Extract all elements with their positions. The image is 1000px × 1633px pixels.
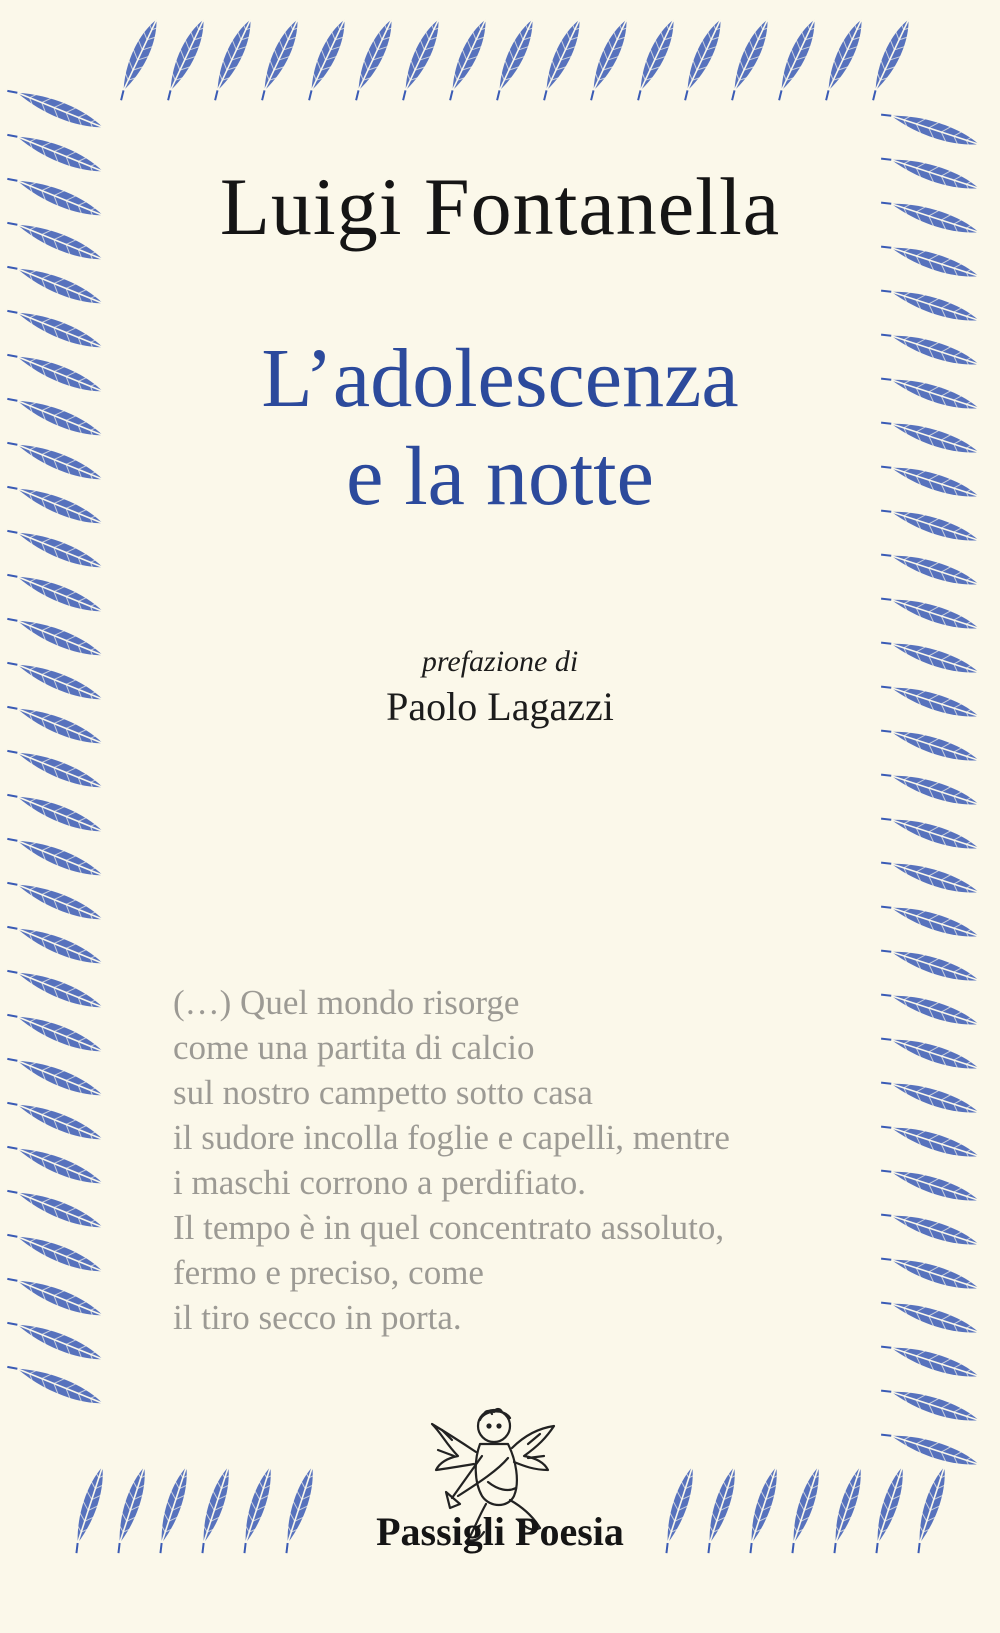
- feather-icon: [879, 105, 981, 152]
- poem-line: il sudore incolla foglie e capelli, mentre: [173, 1118, 730, 1157]
- poem-line: come una partita di calcio: [173, 1028, 535, 1067]
- feather-icon: [879, 281, 981, 328]
- feather-icon: [879, 1249, 981, 1296]
- feather-icon: [879, 589, 981, 636]
- feather-icon: [5, 1137, 106, 1191]
- feather-icon: [5, 741, 106, 795]
- poem-line: sul nostro campetto sotto casa: [173, 1073, 593, 1112]
- feather-icon: [5, 917, 106, 971]
- feather-icon: [879, 1117, 981, 1164]
- feather-icon: [879, 1425, 981, 1472]
- feather-icon: [394, 16, 446, 103]
- feather-icon: [5, 785, 106, 839]
- feather-icon: [206, 16, 258, 103]
- feather-icon: [770, 16, 822, 103]
- feather-icon: [676, 16, 728, 103]
- feather-icon: [5, 1225, 106, 1279]
- feather-icon: [879, 1293, 981, 1340]
- feather-icon: [5, 1181, 106, 1235]
- feather-icon: [879, 1337, 981, 1384]
- feather-icon: [347, 16, 399, 103]
- poem-line: (…) Quel mondo risorge: [173, 983, 520, 1022]
- author-name: Luigi Fontanella: [219, 161, 781, 252]
- feather-icon: [879, 1381, 981, 1428]
- feather-icon: [879, 941, 981, 988]
- feather-icon: [441, 16, 493, 103]
- feather-icon: [879, 985, 981, 1032]
- feather-icon: [5, 1049, 106, 1103]
- feather-icon: [5, 1357, 106, 1411]
- feather-icon: [879, 1029, 981, 1076]
- preface-label: prefazione di: [421, 645, 579, 678]
- publisher-name: Passigli Poesia: [376, 1509, 624, 1554]
- title-line-1: L’adolescenza: [261, 332, 739, 425]
- poem-line: fermo e preciso, come: [173, 1253, 484, 1292]
- feather-icon: [535, 16, 587, 103]
- feather-icon: [879, 809, 981, 856]
- poem-line: Il tempo è in quel concentrato assoluto,: [173, 1208, 725, 1247]
- feather-icon: [5, 961, 106, 1015]
- feather-icon: [879, 545, 981, 592]
- feather-icon: [300, 16, 352, 103]
- feather-icon: [879, 897, 981, 944]
- feather-icon: [879, 853, 981, 900]
- feather-icon: [5, 81, 106, 135]
- feather-icon: [5, 565, 106, 619]
- feather-icon: [879, 765, 981, 812]
- book-title: [0, 330, 1000, 526]
- feather-icon: [864, 16, 916, 103]
- feather-icon: [5, 1313, 106, 1367]
- title-line-2: e la notte: [346, 430, 654, 523]
- feather-icon: [5, 1093, 106, 1147]
- feather-icon: [879, 1205, 981, 1252]
- poem-line: il tiro secco in porta.: [173, 1298, 462, 1337]
- feather-icon: [253, 16, 305, 103]
- feather-icon: [5, 1269, 106, 1323]
- feather-icon: [488, 16, 540, 103]
- feather-icon: [629, 16, 681, 103]
- preface-author: Paolo Lagazzi: [386, 684, 614, 729]
- feather-icon: [879, 1073, 981, 1120]
- feather-icon: [817, 16, 869, 103]
- poem-excerpt: [173, 980, 853, 1340]
- feather-icon: [879, 1161, 981, 1208]
- feather-icon: [5, 1005, 106, 1059]
- feather-icon: [5, 829, 106, 883]
- feather-icon: [723, 16, 775, 103]
- feather-icon: [112, 16, 164, 103]
- poem-line: i maschi corrono a perdifiato.: [173, 1163, 587, 1202]
- feather-icon: [159, 16, 211, 103]
- feather-icon: [5, 521, 106, 575]
- feather-icon: [582, 16, 634, 103]
- feather-icon: [5, 873, 106, 927]
- feather-icon: [5, 257, 106, 311]
